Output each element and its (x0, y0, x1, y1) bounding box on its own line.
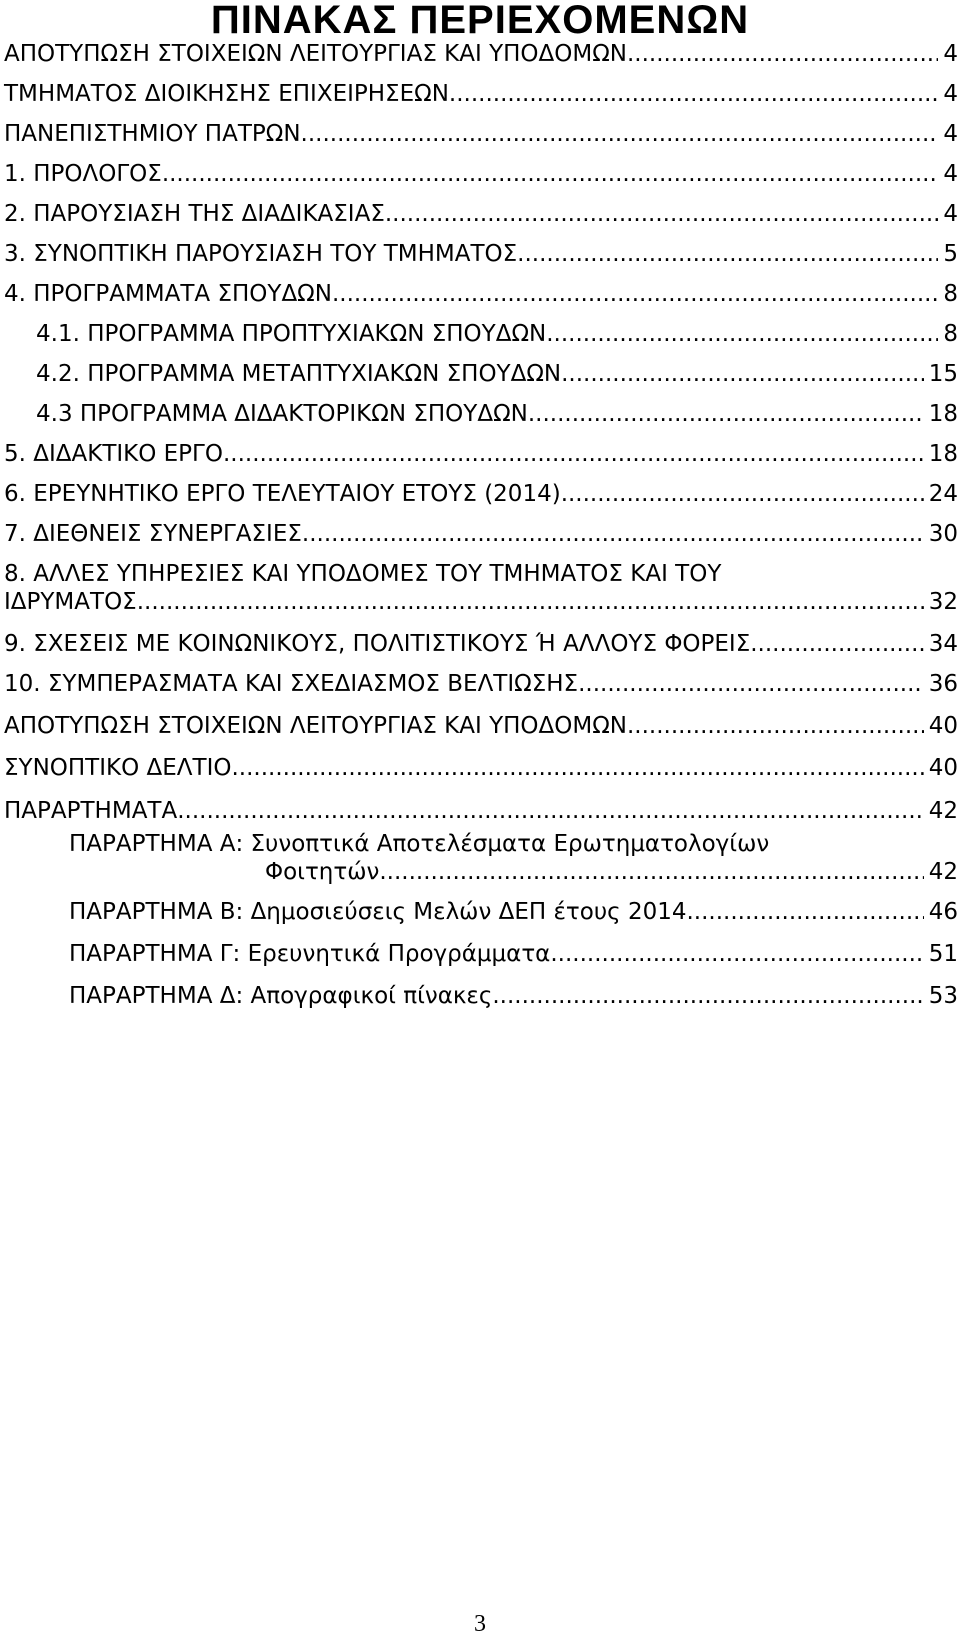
toc-entry[interactable] (4, 240, 958, 268)
toc-entry[interactable] (4, 560, 958, 616)
toc-entry-page: 42 (928, 859, 958, 885)
toc-leader-dots (627, 712, 924, 740)
toc-entry-page: 15 (928, 361, 958, 387)
toc-entry-label-continued: ΙΔΡΥΜΑΤΟΣ (4, 589, 137, 615)
toc-leader-dots (750, 630, 923, 658)
toc-entry-label-continued: Φοιτητών (265, 859, 380, 885)
toc-leader-dots (223, 440, 924, 468)
toc-entry-page: 4 (943, 41, 958, 67)
toc-leader-dots (546, 320, 938, 348)
toc-entry-page: 42 (928, 798, 958, 824)
toc-entry[interactable] (69, 940, 958, 968)
toc-entry-label: 1. ΠΡΟΛΟΓΟΣ (4, 161, 162, 187)
toc-entry-page: 53 (928, 983, 958, 1009)
toc-entry-page: 4 (943, 161, 958, 187)
toc-entry[interactable] (4, 80, 958, 108)
toc-leader-dots (550, 940, 923, 968)
toc-entry-page: 18 (928, 441, 958, 467)
toc-entry[interactable] (4, 120, 958, 148)
toc-entry-label: 3. ΣΥΝΟΠΤΙΚΗ ΠΑΡΟΥΣΙΑΣΗ ΤΟΥ ΤΜΗΜΑΤΟΣ (4, 241, 518, 267)
toc-leader-dots (578, 670, 924, 698)
toc-leader-dots (385, 200, 939, 228)
toc-entry-page: 4 (943, 121, 958, 147)
toc-entry-label: ΑΠΟΤΥΠΩΣΗ ΣΤΟΙΧΕΙΩΝ ΛΕΙΤΟΥΡΓΙΑΣ ΚΑΙ ΥΠΟΔΟΜΩΝ (4, 41, 627, 67)
toc-entry[interactable] (4, 797, 958, 825)
toc-entry[interactable] (4, 520, 958, 548)
toc-entry[interactable] (4, 200, 958, 228)
toc-entry[interactable] (4, 670, 958, 698)
toc-entry[interactable] (4, 754, 958, 782)
toc-leader-dots (302, 520, 924, 548)
toc-entry-label: 6. ΕΡΕΥΝΗΤΙΚΟ ΕΡΓΟ ΤΕΛΕΥΤΑΙΟΥ ΕΤΟΥΣ (2014) (4, 481, 561, 507)
toc-leader-dots (627, 40, 938, 68)
toc-entry-page: 8 (943, 281, 958, 307)
toc-leader-dots (449, 80, 938, 108)
toc-entry[interactable] (4, 440, 958, 468)
toc-entry-label: 2. ΠΑΡΟΥΣΙΑΣΗ ΤΗΣ ΔΙΑΔΙΚΑΣΙΑΣ (4, 201, 385, 227)
toc-entry[interactable] (69, 982, 958, 1010)
toc-entry[interactable] (69, 830, 958, 886)
toc-leader-dots (137, 588, 924, 616)
page-number: 3 (474, 1611, 486, 1637)
toc-leader-dots (492, 982, 923, 1010)
toc-entry-label: ΠΑΡΑΡΤΗΜΑ Γ: Ερευνητικά Προγράμματα (69, 941, 551, 967)
toc-entry-label: 4.3 ΠΡΟΓΡΑΜΜΑ ΔΙΔΑΚΤΟΡΙΚΩΝ ΣΠΟΥΔΩΝ (36, 401, 528, 427)
toc-entry[interactable] (36, 320, 958, 348)
toc-entry[interactable] (4, 712, 958, 740)
toc-entry[interactable] (4, 280, 958, 308)
page-title: ΠΙΝΑΚΑΣ ΠΕΡΙΕΧΟΜΕΝΩΝ (210, 0, 750, 42)
toc-entry-page: 36 (928, 671, 958, 697)
toc-entry-page: 4 (943, 81, 958, 107)
toc-leader-dots (561, 360, 924, 388)
toc-leader-dots (517, 240, 938, 268)
toc-entry-page: 24 (928, 481, 958, 507)
toc-entry[interactable] (4, 630, 958, 658)
toc-entry-page: 40 (928, 713, 958, 739)
toc-entry-page: 30 (928, 521, 958, 547)
toc-entry[interactable] (69, 898, 958, 926)
toc-entry-label: 10. ΣΥΜΠΕΡΑΣΜΑΤΑ ΚΑΙ ΣΧΕΔΙΑΣΜΟΣ ΒΕΛΤΙΩΣΗΣ (4, 671, 579, 697)
toc-entry-page: 46 (928, 899, 958, 925)
toc-leader-dots (561, 480, 924, 508)
toc-entry-label: ΠΑΡΑΡΤΗΜΑ Β: Δημοσιεύσεις Μελών ΔΕΠ έτους 2014 (69, 899, 687, 925)
toc-entry[interactable] (4, 480, 958, 508)
toc-leader-dots (231, 754, 923, 782)
toc-entry[interactable] (36, 360, 958, 388)
toc-entry-label: ΑΠΟΤΥΠΩΣΗ ΣΤΟΙΧΕΙΩΝ ΛΕΙΤΟΥΡΓΙΑΣ ΚΑΙ ΥΠΟΔΟΜΩΝ (4, 713, 627, 739)
toc-entry-page: 5 (943, 241, 958, 267)
toc-leader-dots (379, 858, 923, 886)
toc-entry-label: ΠΑΡΑΡΤΗΜΑ Δ: Απογραφικοί πίνακες (69, 983, 493, 1009)
toc-entry-page: 4 (943, 201, 958, 227)
toc-entry-label: 8. ΑΛΛΕΣ ΥΠΗΡΕΣΙΕΣ ΚΑΙ ΥΠΟΔΟΜΕΣ ΤΟΥ ΤΜΗΜΑΤΟΣ ΚΑΙ ΤΟΥ (4, 561, 722, 587)
toc-entry-label: 5. ΔΙΔΑΚΤΙΚΟ ΕΡΓΟ (4, 441, 223, 467)
toc-entry-page: 40 (928, 755, 958, 781)
toc-entry-label: ΤΜΗΜΑΤΟΣ ΔΙΟΙΚΗΣΗΣ ΕΠΙΧΕΙΡΗΣΕΩΝ (4, 81, 449, 107)
toc-entry[interactable] (36, 400, 958, 428)
toc-entry-label: 4.1. ΠΡΟΓΡΑΜΜΑ ΠΡΟΠΤΥΧΙΑΚΩΝ ΣΠΟΥΔΩΝ (36, 321, 547, 347)
toc-entry-page: 18 (928, 401, 958, 427)
toc-leader-dots (528, 400, 924, 428)
toc-entry-page: 51 (928, 941, 958, 967)
toc-entry-label: ΠΑΝΕΠΙΣΤΗΜΙΟΥ ΠΑΤΡΩΝ (4, 121, 301, 147)
toc-entry-page: 34 (928, 631, 958, 657)
toc-entry-page: 32 (928, 589, 958, 615)
toc-entry-label: 4. ΠΡΟΓΡΑΜΜΑΤΑ ΣΠΟΥΔΩΝ (4, 281, 332, 307)
toc-entry-page: 8 (943, 321, 958, 347)
toc-leader-dots (162, 160, 939, 188)
toc-entry-label: 4.2. ΠΡΟΓΡΑΜΜΑ ΜΕΤΑΠΤΥΧΙΑΚΩΝ ΣΠΟΥΔΩΝ (36, 361, 562, 387)
toc-entry-label: ΠΑΡΑΡΤΗΜΑ Α: Συνοπτικά Αποτελέσματα Ερωτηματολογίων (69, 831, 770, 857)
toc-entry-label: 9. ΣΧΕΣΕΙΣ ΜΕ ΚΟΙΝΩΝΙΚΟΥΣ, ΠΟΛΙΤΙΣΤΙΚΟΥΣ Ή ΑΛΛΟΥΣ ΦΟΡΕΙΣ (4, 631, 751, 657)
toc-leader-dots (177, 797, 924, 825)
toc-leader-dots (686, 898, 923, 926)
toc-leader-dots (301, 120, 939, 148)
toc-entry-label: 7. ΔΙΕΘΝΕΙΣ ΣΥΝΕΡΓΑΣΙΕΣ (4, 521, 302, 547)
toc-entry[interactable] (4, 40, 958, 68)
toc-entry[interactable] (4, 160, 958, 188)
toc-entry-label: ΠΑΡΑΡΤΗΜΑΤΑ (4, 798, 178, 824)
toc-leader-dots (332, 280, 938, 308)
toc-entry-label: ΣΥΝΟΠΤΙΚΟ ΔΕΛΤΙΟ (4, 755, 232, 781)
